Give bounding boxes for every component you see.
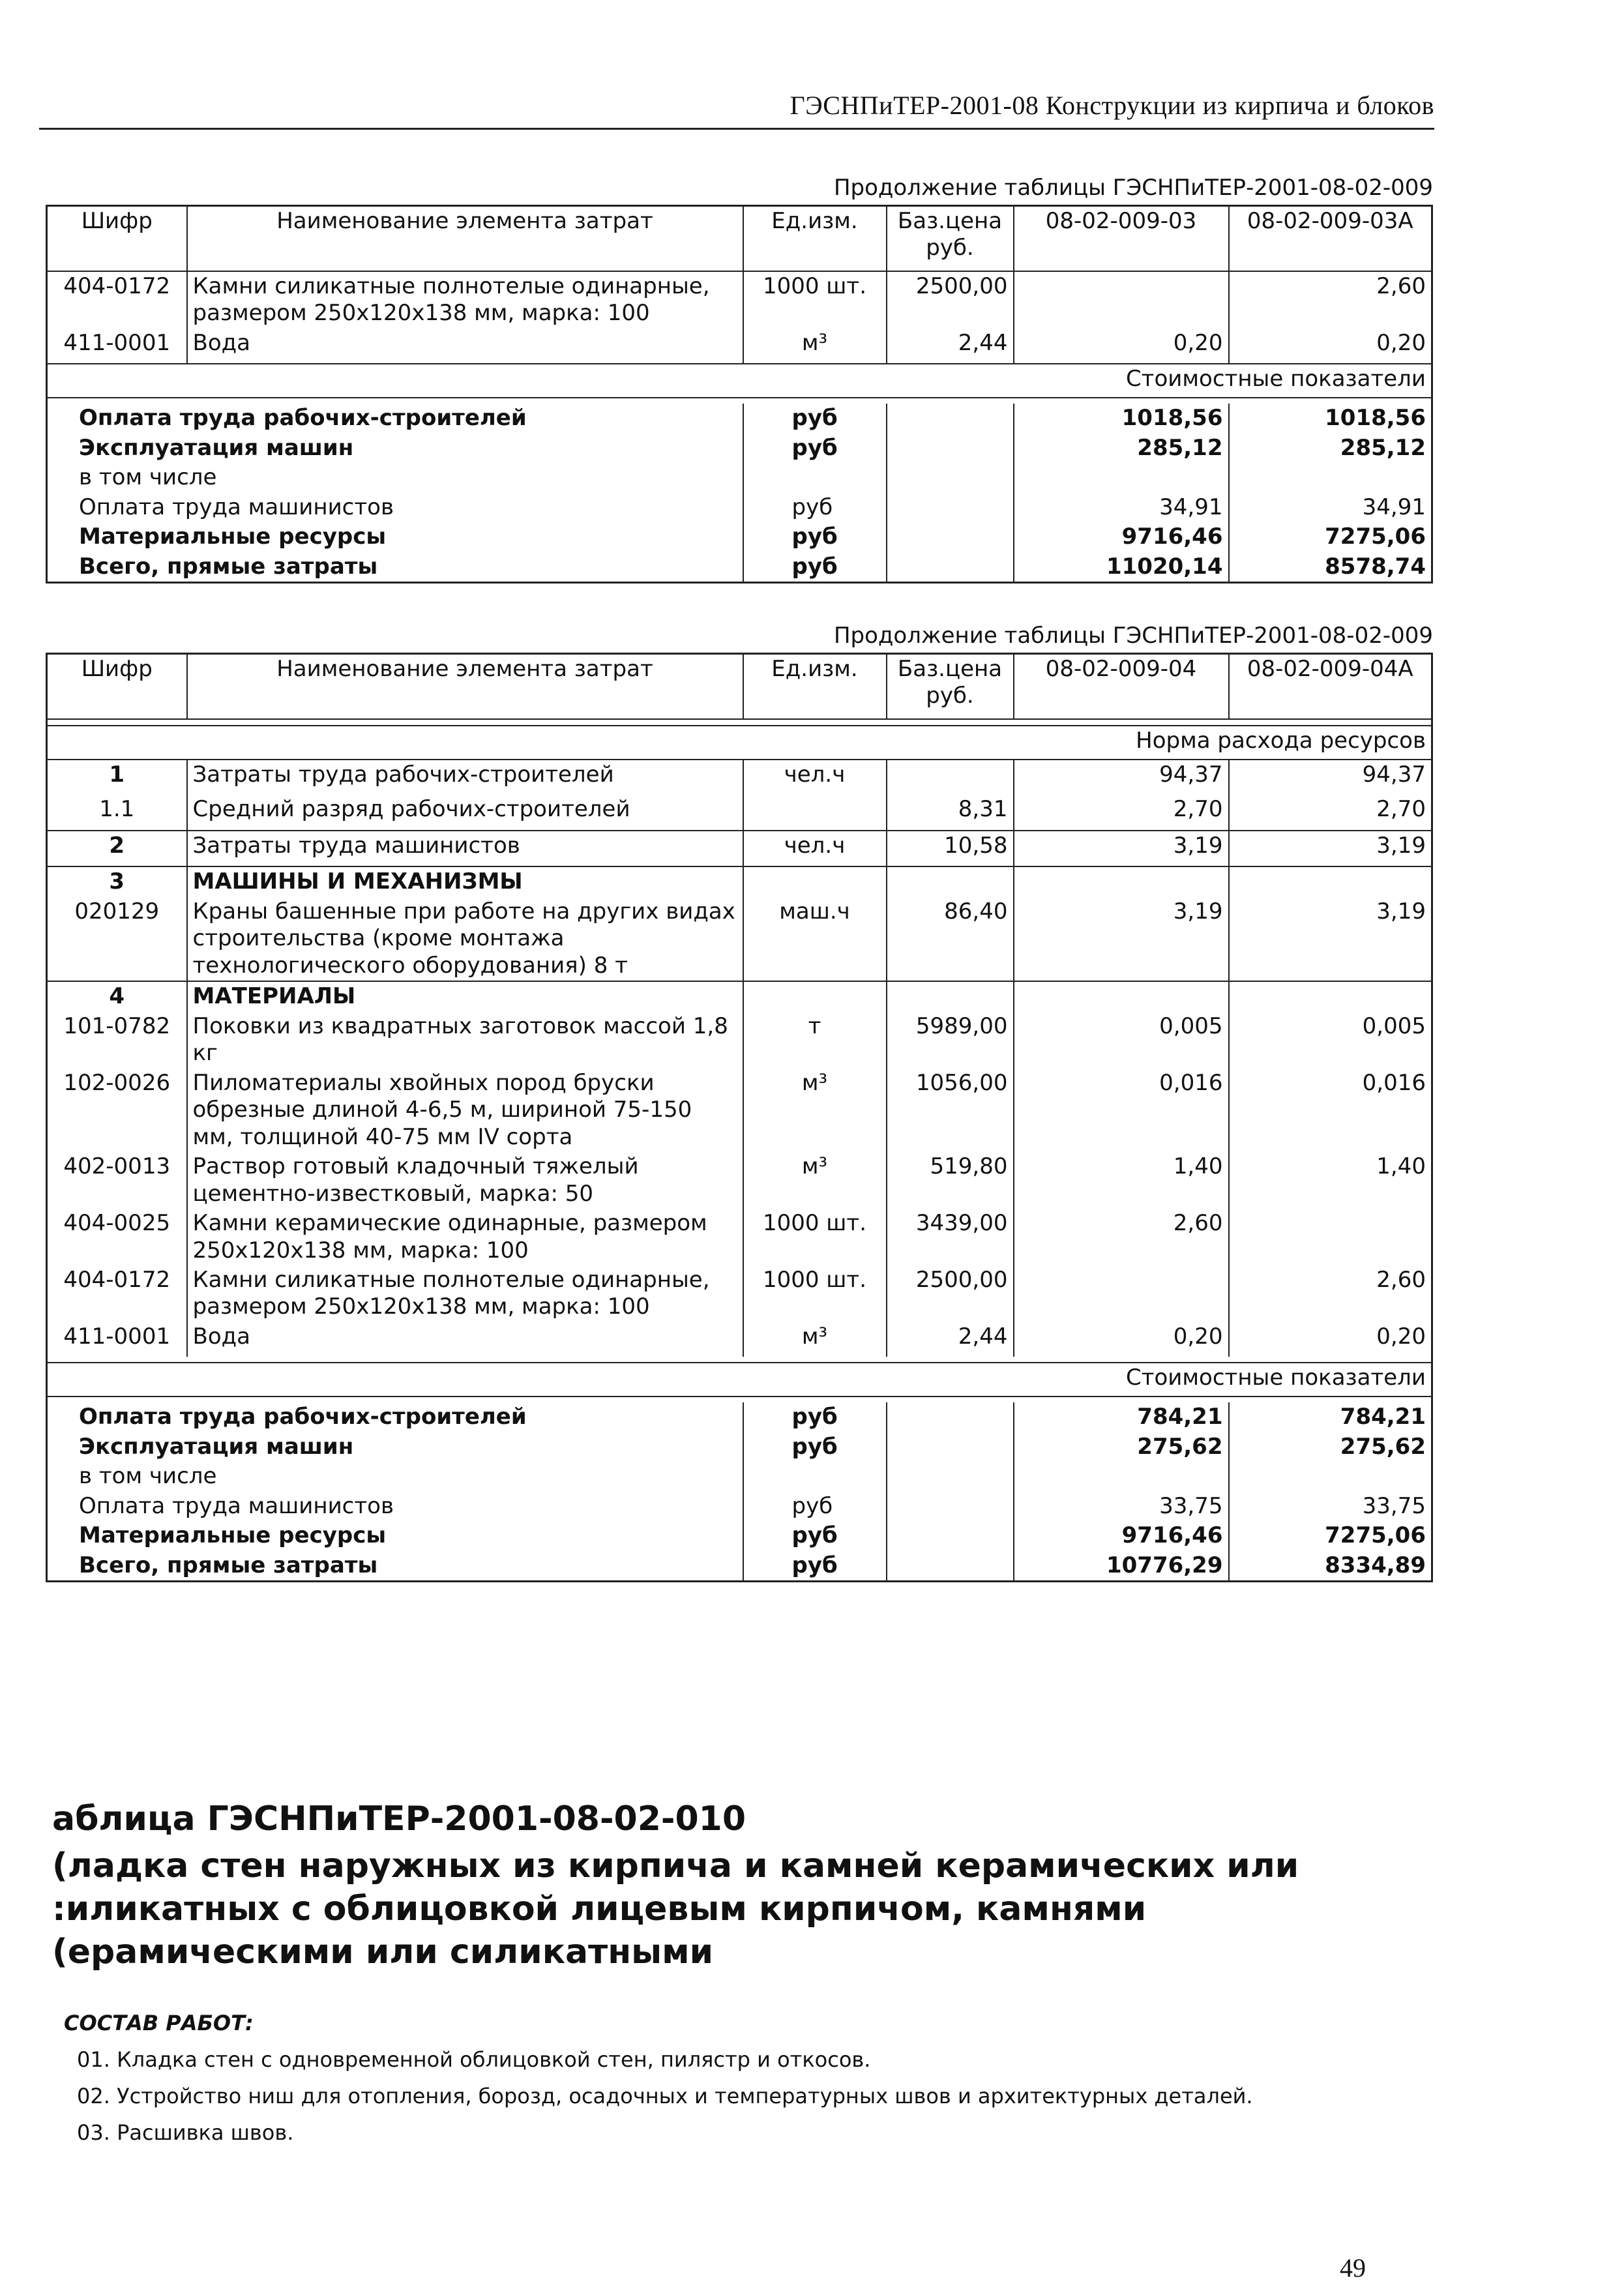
cost-row [47,404,1432,433]
table-row [47,1322,1432,1357]
column-header: Ед.изм. [743,654,887,720]
row-code: 404-0172 [47,1265,187,1322]
cost-empty [887,404,1014,433]
cost-row [47,1551,1432,1582]
cost-value-1 [1014,463,1229,492]
row-value-1: 94,37 [1014,760,1229,795]
cost-value-1: 275,62 [1014,1432,1229,1462]
section-table-title: аблица ГЭСНПиТЕР-2001-08-02-010 [52,1799,746,1839]
work-item-2: 02. Устройство ниш для отопления, борозд, осадочных и температурных швов и архитектурных деталей. [77,2084,1253,2108]
cost-name: Оплата труда машинистов [47,493,743,522]
row-value-2 [1229,1209,1432,1265]
section-title-line-2: :иликатных с облицовкой лицевым кирпичом, камнями [52,1889,1147,1929]
row-name: Камни силикатные полнотелые одинарные, размером 250х120х138 мм, марка: 100 [187,1265,743,1322]
cost-name: Всего, прямые затраты [47,552,743,583]
row-unit: м³ [743,1069,887,1152]
cost-row [47,463,1432,492]
row-unit: маш.ч [743,897,887,981]
table1-continuation: Продолжение таблицы ГЭСНПиТЕР-2001-08-02-009 [833,175,1433,201]
row-code: 102-0026 [47,1069,187,1152]
cost-unit: руб [743,434,887,463]
row-value-2: 0,20 [1229,1322,1432,1357]
row-unit [743,795,887,830]
column-header: Ед.изм. [743,206,887,272]
row-unit: м³ [743,1322,887,1357]
row-name: Камни силикатные полнотелые одинарные, размером 250х120х138 мм, марка: 100 [187,271,743,329]
row-value-2 [1229,866,1432,896]
spacer-row [47,719,1432,726]
cost-value-2: 1018,56 [1229,404,1432,433]
row-unit: 1000 шт. [743,271,887,329]
spacer-row [47,1357,1432,1363]
table-header-row [47,654,1432,720]
row-code: 411-0001 [47,329,187,364]
section-title-line-3: (ерамическими или силикатными [52,1932,714,1972]
section-header-row [47,1363,1432,1397]
cost-empty [887,1492,1014,1521]
cost-unit: руб [743,552,887,583]
row-base-price [887,866,1014,896]
row-value-1: 3,19 [1014,897,1229,981]
row-base-price: 2500,00 [887,271,1014,329]
row-base-price: 1056,00 [887,1069,1014,1152]
spacer-row [47,398,1432,404]
cost-empty [887,522,1014,552]
work-item-1: 01. Кладка стен с одновременной облицовкой стен, пилястр и откосов. [77,2047,871,2072]
row-value-1: 0,20 [1014,329,1229,364]
column-header: 08-02-009-03А [1229,206,1432,272]
table-row [47,1069,1432,1152]
cost-value-1: 784,21 [1014,1402,1229,1432]
row-name: Затраты труда машинистов [187,831,743,866]
cost-name: Оплата труда машинистов [47,1492,743,1521]
row-unit: 1000 шт. [743,1209,887,1265]
row-unit [743,866,887,896]
row-base-price: 10,58 [887,831,1014,866]
row-unit: м³ [743,329,887,364]
cost-unit: руб [743,404,887,433]
row-base-price: 2,44 [887,1322,1014,1357]
row-unit [743,981,887,1011]
row-value-2: 0,005 [1229,1012,1432,1069]
cost-name: Всего, прямые затраты [47,1551,743,1582]
row-name: МАТЕРИАЛЫ [187,981,743,1011]
row-base-price: 5989,00 [887,1012,1014,1069]
spacer-cell [47,719,1432,726]
works-label: СОСТАВ РАБОТ: [64,2011,254,2035]
cost-value-2: 7275,06 [1229,522,1432,552]
spacer-row [47,1397,1432,1402]
spacer-cell [47,1397,1432,1402]
row-value-1: 2,70 [1014,795,1229,830]
table-row [47,329,1432,364]
page-number: 49 [1340,2253,1366,2283]
table1 [46,205,1433,584]
column-header: 08-02-009-03 [1014,206,1229,272]
column-header: Наименование элемента затрат [187,654,743,720]
cost-unit [743,1462,887,1491]
row-value-1 [1014,271,1229,329]
column-header: Баз.цена руб. [887,654,1014,720]
cost-value-2: 784,21 [1229,1402,1432,1432]
cost-empty [887,1462,1014,1491]
cost-empty [887,1551,1014,1582]
cost-value-2 [1229,1462,1432,1491]
cost-row [47,1521,1432,1550]
cost-unit: руб [743,1402,887,1432]
spacer-cell [47,398,1432,404]
row-base-price [887,760,1014,795]
cost-value-1: 9716,46 [1014,1521,1229,1550]
section-header-row [47,726,1432,760]
cost-value-2: 34,91 [1229,493,1432,522]
table-row [47,1152,1432,1209]
table-row [47,795,1432,830]
row-name: Пиломатериалы хвойных пород бруски обрезные длиной 4-6,5 м, шириной 75-150 мм, толщиной 40-75 мм IV сорта [187,1069,743,1152]
row-code: 1.1 [47,795,187,830]
row-value-2: 1,40 [1229,1152,1432,1209]
cost-row [47,1432,1432,1462]
cost-name: Материальные ресурсы [47,1521,743,1550]
row-code: 4 [47,981,187,1011]
row-name: Поковки из квадратных заготовок массой 1,8 кг [187,1012,743,1069]
cost-row [47,1462,1432,1491]
table-row [47,1012,1432,1069]
row-code: 1 [47,760,187,795]
row-value-1 [1014,981,1229,1011]
cost-value-1: 285,12 [1014,434,1229,463]
row-code: 3 [47,866,187,896]
cost-value-1: 10776,29 [1014,1551,1229,1582]
cost-value-2: 285,12 [1229,434,1432,463]
row-value-2: 0,016 [1229,1069,1432,1152]
row-base-price: 3439,00 [887,1209,1014,1265]
row-value-2: 3,19 [1229,897,1432,981]
cost-empty [887,434,1014,463]
column-header: Шифр [47,206,187,272]
cost-row [47,1492,1432,1521]
column-header: 08-02-009-04А [1229,654,1432,720]
cost-value-1: 34,91 [1014,493,1229,522]
cost-value-2: 7275,06 [1229,1521,1432,1550]
cost-unit: руб [743,1432,887,1462]
row-unit: м³ [743,1152,887,1209]
row-value-1 [1014,1265,1229,1322]
row-name: Затраты труда рабочих-строителей [187,760,743,795]
table2-continuation: Продолжение таблицы ГЭСНПиТЕР-2001-08-02-009 [833,623,1433,649]
row-value-2: 2,70 [1229,795,1432,830]
table-row [47,1265,1432,1322]
cost-value-1: 33,75 [1014,1492,1229,1521]
cost-empty [887,463,1014,492]
cost-name: Материальные ресурсы [47,522,743,552]
cost-value-2: 275,62 [1229,1432,1432,1462]
row-name: Краны башенные при работе на других видах строительства (кроме монтажа технологического оборудования) 8 т [187,897,743,981]
row-value-1: 3,19 [1014,831,1229,866]
row-base-price: 519,80 [887,1152,1014,1209]
row-code: 404-0172 [47,271,187,329]
row-value-1: 0,005 [1014,1012,1229,1069]
table2 [46,653,1433,1582]
row-name: Раствор готовый кладочный тяжелый цементно-известковый, марка: 50 [187,1152,743,1209]
table-row [47,866,1432,896]
section-header: Стоимостные показатели [47,364,1432,398]
cost-row [47,434,1432,463]
table-row [47,897,1432,981]
cost-empty [887,552,1014,583]
row-value-1: 1,40 [1014,1152,1229,1209]
row-base-price: 2,44 [887,329,1014,364]
row-value-1: 0,016 [1014,1069,1229,1152]
running-header-text: ГЭСНПиТЕР-2001-08 Конструкции из кирпича и блоков [790,91,1434,120]
row-base-price: 8,31 [887,795,1014,830]
cost-value-1: 1018,56 [1014,404,1229,433]
cost-name: Оплата труда рабочих-строителей [47,1402,743,1432]
cost-value-2 [1229,463,1432,492]
cost-row [47,493,1432,522]
row-base-price: 86,40 [887,897,1014,981]
cost-empty [887,493,1014,522]
row-base-price [887,981,1014,1011]
section-header: Норма расхода ресурсов [47,726,1432,760]
cost-empty [887,1432,1014,1462]
table-header-row [47,206,1432,272]
column-header: 08-02-009-04 [1014,654,1229,720]
cost-value-1: 11020,14 [1014,552,1229,583]
row-value-2: 0,20 [1229,329,1432,364]
section-title-line-1: (ладка стен наружных из кирпича и камней керамических или [52,1846,1299,1885]
cost-value-1: 9716,46 [1014,522,1229,552]
row-code: 101-0782 [47,1012,187,1069]
row-value-2: 2,60 [1229,271,1432,329]
cost-unit [743,463,887,492]
row-name: Средний разряд рабочих-строителей [187,795,743,830]
row-base-price: 2500,00 [887,1265,1014,1322]
row-value-2: 2,60 [1229,1265,1432,1322]
cost-unit: руб [743,493,887,522]
cost-empty [887,1402,1014,1432]
cost-row [47,522,1432,552]
row-name: Вода [187,1322,743,1357]
cost-row [47,552,1432,583]
cost-unit: руб [743,522,887,552]
row-unit: чел.ч [743,760,887,795]
running-header [39,85,1434,130]
row-unit: 1000 шт. [743,1265,887,1322]
section-header-row [47,364,1432,398]
column-header: Шифр [47,654,187,720]
table-row [47,1209,1432,1265]
row-value-2 [1229,981,1432,1011]
row-value-2: 3,19 [1229,831,1432,866]
row-value-1: 2,60 [1014,1209,1229,1265]
cost-unit: руб [743,1521,887,1550]
table-row [47,981,1432,1011]
column-header: Наименование элемента затрат [187,206,743,272]
row-unit: т [743,1012,887,1069]
row-value-1 [1014,866,1229,896]
row-code: 411-0001 [47,1322,187,1357]
cost-value-2: 8334,89 [1229,1551,1432,1582]
row-value-2: 94,37 [1229,760,1432,795]
cost-unit: руб [743,1551,887,1582]
row-name: Вода [187,329,743,364]
work-item-3: 03. Расшивка швов. [77,2120,294,2145]
cost-value-1 [1014,1462,1229,1491]
cost-name: Оплата труда рабочих-строителей [47,404,743,433]
row-value-1: 0,20 [1014,1322,1229,1357]
cost-empty [887,1521,1014,1550]
spacer-cell [47,1357,1432,1363]
table-row [47,831,1432,866]
table-row [47,271,1432,329]
row-unit: чел.ч [743,831,887,866]
cost-name: Эксплуатация машин [47,434,743,463]
cost-value-2: 8578,74 [1229,552,1432,583]
cost-name: Эксплуатация машин [47,1432,743,1462]
cost-row [47,1402,1432,1432]
row-name: Камни керамические одинарные, размером 250х120х138 мм, марка: 100 [187,1209,743,1265]
cost-unit: руб [743,1492,887,1521]
cost-name: в том числе [47,1462,743,1491]
row-code: 404-0025 [47,1209,187,1265]
section-header: Стоимостные показатели [47,1363,1432,1397]
row-code: 402-0013 [47,1152,187,1209]
cost-value-2: 33,75 [1229,1492,1432,1521]
table-row [47,760,1432,795]
row-code: 2 [47,831,187,866]
row-code: 020129 [47,897,187,981]
row-name: МАШИНЫ И МЕХАНИЗМЫ [187,866,743,896]
cost-name: в том числе [47,463,743,492]
column-header: Баз.цена руб. [887,206,1014,272]
